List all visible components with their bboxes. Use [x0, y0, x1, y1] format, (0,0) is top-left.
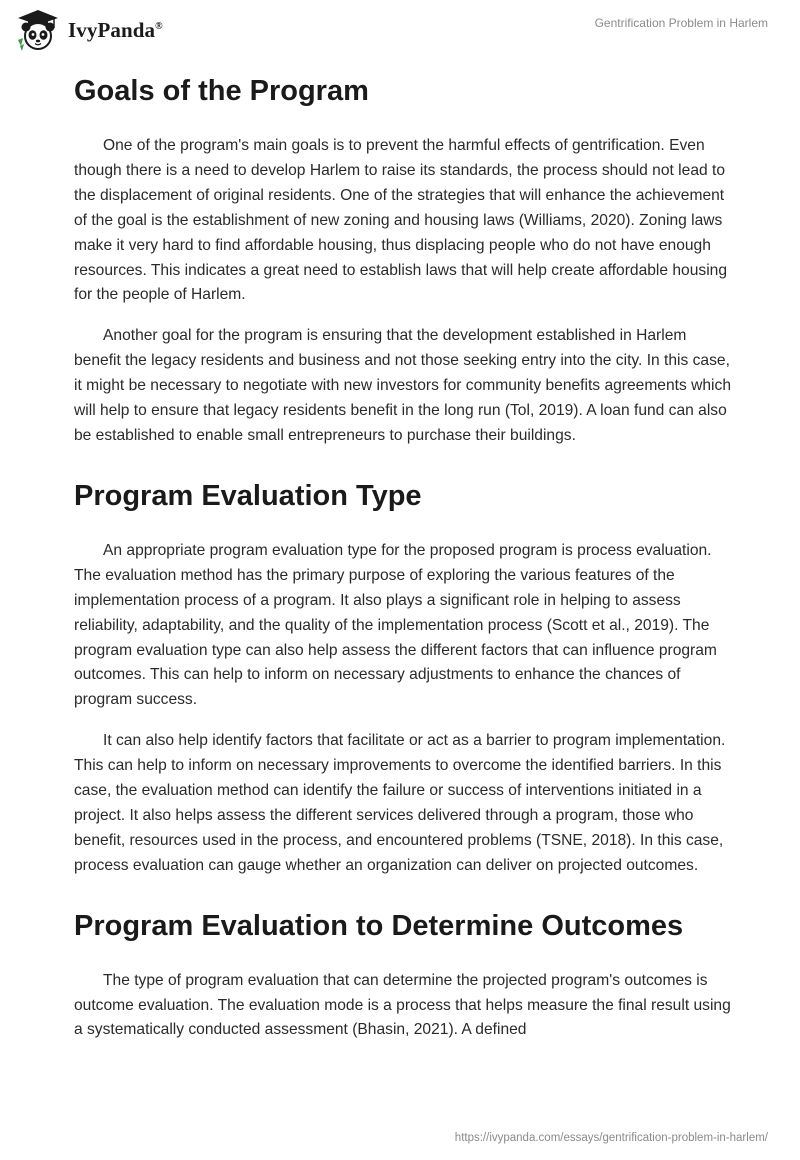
section-evaluation-type	[74, 475, 734, 879]
section-heading: Goals of the Program	[74, 75, 369, 107]
paragraph: It can also help identify factors that facilitate or act as a barrier to program implementation. This can help to inform on necessary improvements to overcome the identified barriers. In this case, the evaluation method can identify the failure or success of interventions initiated in a project. It also helps assess the different services delivered through a program, those who benefit, resources used in the process, and encountered problems (TSNE, 2018). In this case, process evaluation can gauge whether an organization can deliver on projected outcomes.	[74, 732, 726, 874]
section-evaluation-outcomes	[74, 905, 734, 1044]
ivypanda-logo[interactable]	[14, 8, 163, 52]
page-header	[0, 0, 800, 60]
paragraph: Another goal for the program is ensuring that the development established in Harlem benefit the legacy residents and business and not those seeking entry into the city. In this case, it might be necessary to negotiate with new investors for community benefits agreements which will help to ensure that legacy residents benefit in the long run (Tol, 2019). A loan fund can also be established to enable small entrepreneurs to purchase their buildings.	[74, 327, 731, 444]
panda-graduate-icon	[14, 8, 62, 52]
document-title: Gentrification Problem in Harlem	[594, 16, 768, 30]
brand-name: IvyPanda®	[68, 17, 163, 42]
section-goals	[74, 70, 734, 449]
section-heading: Program Evaluation Type	[74, 479, 422, 512]
paragraph: One of the program's main goals is to prevent the harmful effects of gentrification. Even though there is a need to develop Harlem to raise its standards, the process should not lead to the displacement of original residents. One of the strategies that will enhance the achievement of the goal is the establishment of new zoning and housing laws (Williams, 2020). Zoning laws make it very hard to find affordable housing, thus displacing people who do not have enough resources. This indicates a great need to establish laws that will help create affordable housing for the people of Harlem.	[74, 137, 728, 304]
paragraph: An appropriate program evaluation type for the proposed program is process evaluation. The evaluation method has the primary purpose of exploring the various features of the implementation process of a program. It also plays a significant role in helping to assess reliability, adaptability, and the quality of the implementation process (Scott et al., 2019). The program evaluation type can also help assess the different factors that can influence program outcomes. This can help to inform on necessary adjustments to enhance the chances of program success.	[74, 541, 717, 709]
essay-content	[74, 70, 734, 1059]
paragraph: The type of program evaluation that can determine the projected program's outcomes is outcome evaluation. The evaluation mode is a process that helps measure the final result using a systematically conducted assessment (Bhasin, 2021). A defined	[74, 971, 731, 1039]
section-heading: Program Evaluation to Determine Outcomes	[74, 909, 684, 942]
source-url[interactable]: https://ivypanda.com/essays/gentrification-problem-in-harlem/	[454, 1132, 768, 1144]
